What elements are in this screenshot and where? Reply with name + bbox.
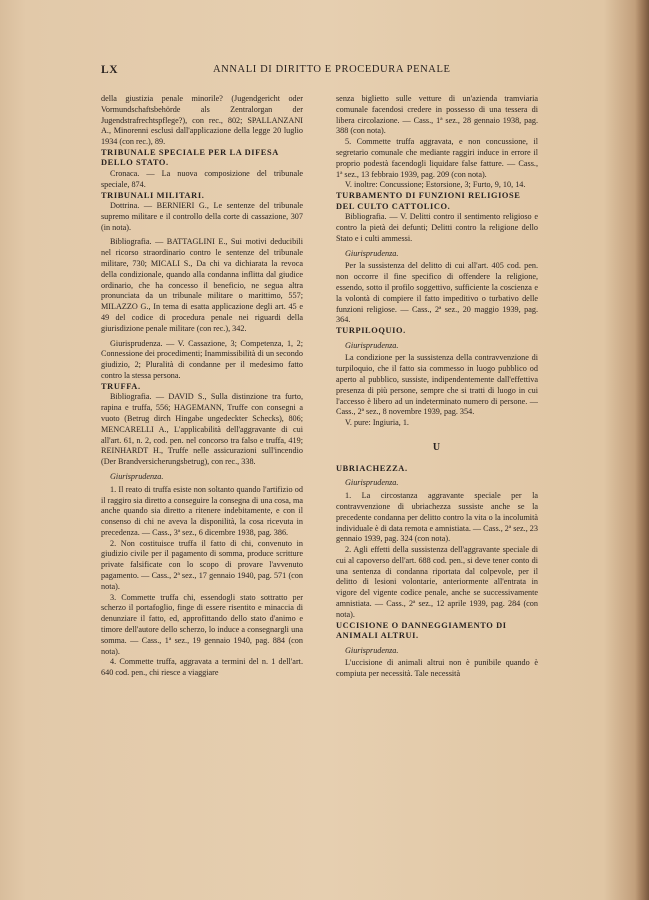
page-number: LX bbox=[101, 64, 119, 76]
jurisprudence-item: 2. Non costituisce truffa il fatto di chi, convenuto in giudizio civile per il pagamento di somma, produce scritture private falsificate con lo scopo di provare l'avvenuto pagamento. — Cass., 2ª sez., 17 gennaio 1940, pag. 571 (con nota). bbox=[101, 538, 303, 591]
jurisprudence-item: 5. Commette truffa aggravata, e non concussione, il segretario comunale che mediante raggiri induce in errore il proprio podestà facendogli liquidare false fatture. — Cass., 1ª sez., 13 febbraio 1939, pag. 209 (con nota). bbox=[336, 137, 538, 179]
section-title: UCCISIONE O DANNEGGIAMENTO DI ANIMALI ALTRUI. bbox=[336, 620, 507, 641]
jurisprudence-item: 4. Commette truffa, aggravata a termini del n. 1 dell'art. 640 cod. pen., chi riesce a viaggiare bbox=[101, 657, 303, 678]
section-title: TRIBUNALE SPECIALE PER LA DIFESA DELLO STATO. bbox=[101, 147, 279, 168]
right-column bbox=[336, 94, 538, 680]
jurisprudence-item: 1. La circostanza aggravante speciale per la contravvenzione di ubriachezza sussiste anche se la precedente condanna per delitto contro la vita o la incolumità individuale è di data remota e amnistiata. — Cass., 2ª sez., 23 gennaio 1939, pag. 324 (con nota). bbox=[336, 491, 538, 544]
entry-paragraph: Giurisprudenza. — V. Cassazione, 3; Competenza, 1, 2; Connessione dei procedimenti; Inammissibilità di un secondo giudizio, 2; Pluralità di condanne per il medesimo fatto contro la stessa persona. bbox=[101, 338, 303, 381]
section-title: TRUFFA. bbox=[101, 381, 141, 391]
section-title: TRIBUNALI MILITARI. bbox=[101, 190, 205, 200]
section-title: UBRIACHEZZA. bbox=[336, 463, 408, 473]
running-header bbox=[101, 64, 555, 80]
jurisprudence-item: 3. Commette truffa chi, essendogli stato sottratto per scherzo il portafoglio, finge di essere risentito e minaccia di denunziare il fatto, ed, approfittando dello stato d'animo e timore dell'autore dello scherzo, lo induce a consegnargli una somma. — Cass., 1ª sez., 19 gennaio 1940, pag. 884 (con nota). bbox=[101, 592, 303, 656]
section-title: TURPILOQUIO. bbox=[336, 326, 406, 336]
subsection-label: Giurisprudenza. bbox=[345, 645, 399, 655]
subsection-label: Giurisprudenza. bbox=[110, 471, 164, 481]
section-title: TURBAMENTO DI FUNZIONI RELIGIOSE DEL CULTO CATTOLICO. bbox=[336, 191, 521, 211]
entry-paragraph: Bibliografia. — DAVID S., Sulla distinzione tra furto, rapina e truffa, 556; HAGEMANN, Truffe con consegni a vuoto (Betrug dirch Hingabe ungedeckter Schecks), 806; MENCARELLI A., L'applicabilità dell'aggravante di cui all'art. 61, n. 2, cod. pen. nel concorso tra falso e truffa, 419; REINHARDT H., Truffe nelle assicurazioni sull'incendio (Der Brandversicherungsbetrug), con rec., 338. bbox=[101, 392, 303, 467]
subsection-label: Giurisprudenza. bbox=[345, 248, 399, 258]
continued-paragraph: senza biglietto sulle vetture di un'azienda tramviaria comunale facendosi credere in possesso di una tessera di libera circolazione. — Cass., 1ª sez., 28 gennaio 1938, pag. 388 (con nota). bbox=[336, 94, 538, 136]
jurisprudence-item: L'uccisione di animali altrui non è punibile quando è compiuta per necessità. Tale necessità bbox=[336, 658, 538, 679]
subsection-label: Giurisprudenza. bbox=[345, 478, 399, 488]
entry-paragraph: Cronaca. — La nuova composizione del tribunale speciale, 874. bbox=[101, 168, 303, 189]
subsection-label: Giurisprudenza. bbox=[345, 340, 399, 350]
jurisprudence-item: 2. Agli effetti della sussistenza dell'aggravante speciale di cui al capoverso dell'art. 688 cod. pen., si deve tener conto di una sentenza di condanna riportata dal colpevole, per il delitto di lesioni volontarie, anteriormente all'entrata in vigore del vigente codice penale, anche se successivamente amnistiata. — Cass., 2ª sez., 12 aprile 1939, pag. 284 (con nota). bbox=[336, 545, 538, 619]
entry-paragraph: Bibliografia. — BATTAGLINI E., Sui motivi deducibili nel ricorso straordinario contro le sentenze del tribunale militare, 730; MICALI S., Da chi va dichiarata la revoca della condizionale, quando alla condanna inflitta dal giudice ordinario, che ha concesso il beneficio, ne segua altra pronunciata da un tribunale militare o marittimo, 557; MILAZZO G., In tema di esatta applicazione degli art. 45 e 49 del codice di procedura penale nei riguardi della giurisdizione penale militare (con rec.), 342. bbox=[101, 237, 303, 333]
cross-reference: V. inoltre: Concussione; Estorsione, 3; Furto, 9, 10, 14. bbox=[345, 180, 526, 190]
running-title: ANNALI DI DIRITTO E PROCEDURA PENALE bbox=[213, 64, 451, 75]
entry-paragraph: Dottrina. — BERNIERI G., Le sentenze del tribunale supremo militare e il controllo della corte di cassazione, 307 (in nota). bbox=[101, 201, 303, 232]
cross-reference: V. pure: Ingiuria, 1. bbox=[345, 418, 409, 428]
left-column bbox=[101, 94, 303, 679]
jurisprudence-item: Per la sussistenza del delitto di cui all'art. 405 cod. pen. non occorre il fine specifico di offendere la religione, essendo, sotto il profilo soggettivo, sufficiente la coscienza e la volontà di compiere il fatto impeditivo o turbativo delle funzioni religiose. — Cass., 2ª sez., 20 maggio 1939, pag. 364. bbox=[336, 261, 538, 325]
alphabet-letter: U bbox=[432, 442, 442, 454]
jurisprudence-item: La condizione per la sussistenza della contravvenzione di turpiloquio, che il fatto sia commesso in luogo pubblico od aperto al pubblico, sussiste, indipendentemente dall'effettiva presenza di più persone, sempre che si tratti di luogo in cui l'accesso è libero ad un indeterminato numero di persone. — Cass., 2ª sez., 8 novembre 1939, pag. 354. bbox=[336, 353, 538, 417]
jurisprudence-item: 1. Il reato di truffa esiste non soltanto quando l'artifizio od il raggiro sia diretto a conseguire la consegna di una cosa, ma anche quando sia diretto a ritenere indebitamente, e con il consenso di chi ne aveva la disponilità, la cosa ricevuta in precedenza. — Cass., 3ª sez., 6 dicembre 1938, pag. 386. bbox=[101, 484, 303, 537]
page-edge-shadow bbox=[635, 0, 649, 900]
continued-paragraph: della giustizia penale minorile? (Jugendgericht oder Vormundschaftsbehörde als Zentralorgan der Jugendstrafrechtspflege?), con rec., 802; SPALLANZANI A., Minorenni esclusi dall'applicazione della legge 20 luglio 1934 (con rec.), 89. bbox=[101, 94, 303, 147]
entry-paragraph: Bibliografia. — V. Delitti contro il sentimento religioso e contro la pietà dei defunti; Delitti contro la religione dello Stato e i culti ammessi. bbox=[336, 212, 538, 243]
